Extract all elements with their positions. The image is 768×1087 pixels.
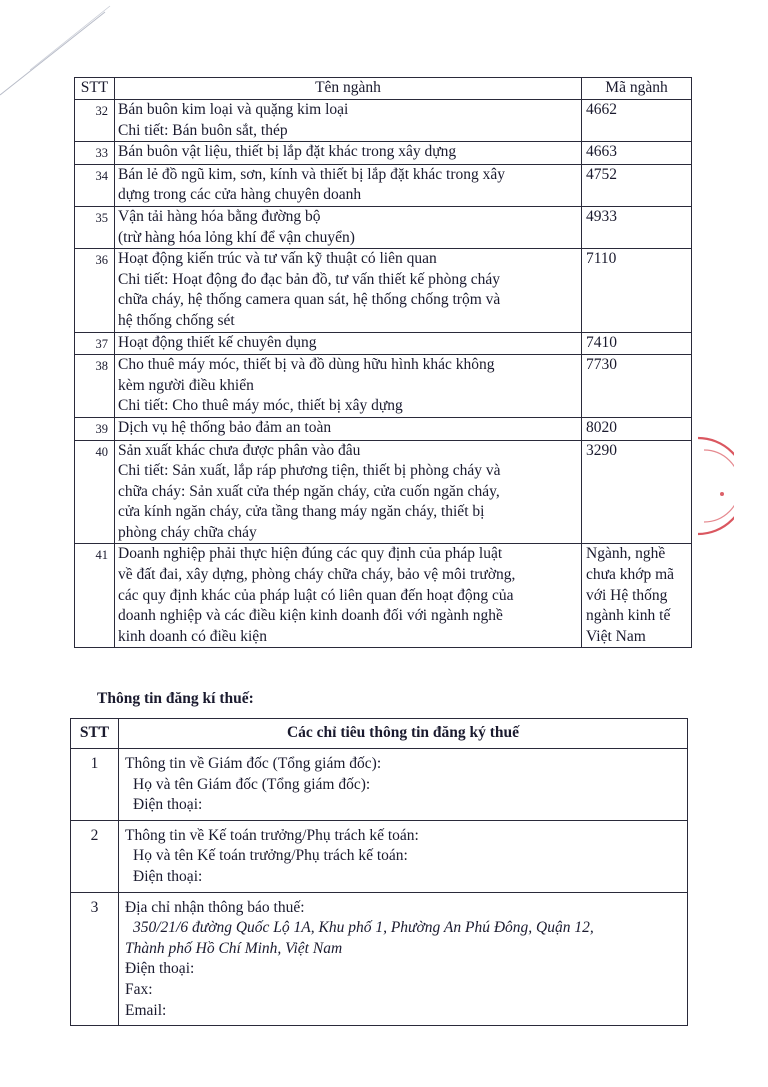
business-line-code [582,142,692,165]
text-line: Địa chỉ nhận thông báo thuế: [125,898,305,916]
tax-registration-body [71,749,688,1026]
table-row [75,355,692,418]
text-line: kèm người điều khiển [118,376,254,394]
text-line: doanh nghiệp và các điều kiện kinh doanh đối với ngành nghề [118,607,503,625]
header-info: Các chỉ tiêu thông tin đăng ký thuế [119,719,688,749]
text-line: Chi tiết: Bán buôn sắt, thép [118,121,288,139]
text-line: Bán lẻ đồ ngũ kim, sơn, kính và thiết bị lắp đặt khác trong xây [118,165,506,183]
row-number: 41 [75,544,115,648]
code-line: 7410 [586,333,617,351]
code-line: 7110 [586,250,617,268]
code-line: với Hệ thống [586,586,668,604]
tax-info-heading: Thông tin đăng kí thuế: [97,690,254,707]
table-row [71,749,688,821]
tax-info-cell [119,820,688,892]
business-line-code [582,355,692,418]
text-line: Sản xuất khác chưa được phân vào đâu [118,441,361,459]
text-line: kinh doanh có điều kiện [118,627,267,645]
business-line-code [582,164,692,206]
table-row [75,206,692,248]
business-line-code [582,332,692,355]
text-line: dựng trong các cửa hàng chuyên doanh [118,186,362,204]
row-number: 2 [71,820,119,892]
text-line: Thành phố Hồ Chí Minh, Việt Nam [125,939,343,957]
row-number: 39 [75,417,115,440]
row-number: 33 [75,142,115,165]
business-line-name [115,100,582,142]
text-line: 350/21/6 đường Quốc Lộ 1A, Khu phố 1, Phường An Phú Đông, Quận 12, [133,919,594,937]
table-row [71,892,688,1026]
code-line: 4752 [586,165,617,183]
table-row [75,142,692,165]
business-line-code [582,417,692,440]
business-line-name [115,355,582,418]
text-line: Điện thoại: [125,960,195,978]
header-name: Tên ngành [115,78,582,100]
code-line: Việt Nam [586,627,646,645]
header-stt: STT [75,78,115,100]
text-line: Vận tải hàng hóa bằng đường bộ [118,207,321,225]
text-line: Thông tin về Giám đốc (Tổng giám đốc): [125,755,382,772]
table-header-row [71,719,688,749]
text-line: Dịch vụ hệ thống bảo đảm an toàn [118,418,332,436]
text-line: Fax: [125,980,153,998]
code-line: 3290 [586,441,617,459]
text-line: Chi tiết: Cho thuê máy móc, thiết bị xây dựng [118,397,403,415]
text-line: Họ và tên Giám đốc (Tổng giám đốc): [133,775,371,793]
text-line: chữa cháy, hệ thống camera quan sát, hệ thống chống trộm và [118,291,501,309]
business-line-code [582,544,692,648]
header-stt: STT [71,719,119,749]
table-row [75,440,692,544]
text-line: Họ và tên Kế toán trưởng/Phụ trách kế toán: [133,847,408,865]
code-line: 4662 [586,101,617,118]
code-line: ngành kinh tế [586,607,671,625]
text-line: chữa cháy: Sản xuất cửa thép ngăn cháy, cửa cuốn ngăn cháy, [118,482,500,500]
business-lines-body [75,100,692,648]
row-number: 40 [75,440,115,544]
row-number: 34 [75,164,115,206]
table-header-row [75,78,692,100]
text-line: hệ thống chống sét [118,311,235,329]
tax-info-cell [119,892,688,1026]
row-number: 38 [75,355,115,418]
table-row [75,164,692,206]
text-line: Bán buôn vật liệu, thiết bị lắp đặt khác trong xây dựng [118,143,457,161]
row-number: 3 [71,892,119,1026]
business-line-code [582,440,692,544]
business-line-name [115,164,582,206]
table-row [71,820,688,892]
business-line-code [582,206,692,248]
header-code: Mã ngành [582,78,692,100]
business-lines-table [74,77,692,648]
text-line: về đất đai, xây dựng, phòng cháy chữa cháy, bảo vệ môi trường, [118,566,516,584]
code-line: chưa khớp mã [586,566,675,584]
business-line-name [115,332,582,355]
business-line-name [115,440,582,544]
text-line: Bán buôn kim loại và quặng kim loại [118,101,349,118]
table-row [75,332,692,355]
text-line: Thông tin về Kế toán trưởng/Phụ trách kế toán: [125,826,419,844]
business-line-name [115,544,582,648]
text-line: Email: [125,1001,167,1019]
red-seal-stamp-fragment [694,436,734,536]
row-number: 1 [71,749,119,821]
text-line: Doanh nghiệp phải thực hiện đúng các quy định của pháp luật [118,545,503,563]
text-line: Cho thuê máy móc, thiết bị và đồ dùng hữu hình khác không [118,356,495,374]
code-line: 4663 [586,143,617,161]
text-line: các quy định khác của pháp luật có liên quan đến hoạt động của [118,586,514,604]
code-line: 4933 [586,207,617,225]
table-row [75,249,692,332]
text-line: Chi tiết: Hoạt động đo đạc bản đồ, tư vấn thiết kế phòng cháy [118,270,501,288]
row-number: 35 [75,206,115,248]
text-line: Hoạt động thiết kế chuyên dụng [118,333,317,351]
table-row [75,417,692,440]
business-line-name [115,417,582,440]
text-line: phòng cháy chữa cháy [118,523,257,541]
row-number: 36 [75,249,115,332]
tax-info-cell [119,749,688,821]
text-line: Điện thoại: [133,796,203,814]
table-row [75,544,692,648]
text-line: Điện thoại: [133,867,203,885]
business-line-name [115,142,582,165]
business-line-code [582,100,692,142]
row-number: 32 [75,100,115,142]
code-line: 7730 [586,356,617,374]
business-line-name [115,249,582,332]
code-line: 8020 [586,418,617,436]
business-line-name [115,206,582,248]
code-line: Ngành, nghề [586,545,666,563]
text-line: Chi tiết: Sản xuất, lắp ráp phương tiện, thiết bị phòng cháy và [118,462,501,480]
row-number: 37 [75,332,115,355]
text-line: cửa kính ngăn cháy, cửa tầng thang máy ngăn cháy, thiết bị [118,503,485,521]
tax-registration-table [70,718,688,1026]
business-line-code [582,249,692,332]
text-line: Hoạt động kiến trúc và tư vấn kỹ thuật có liên quan [118,250,437,268]
table-row [75,100,692,142]
text-line: (trừ hàng hóa lỏng khí để vận chuyển) [118,228,355,246]
